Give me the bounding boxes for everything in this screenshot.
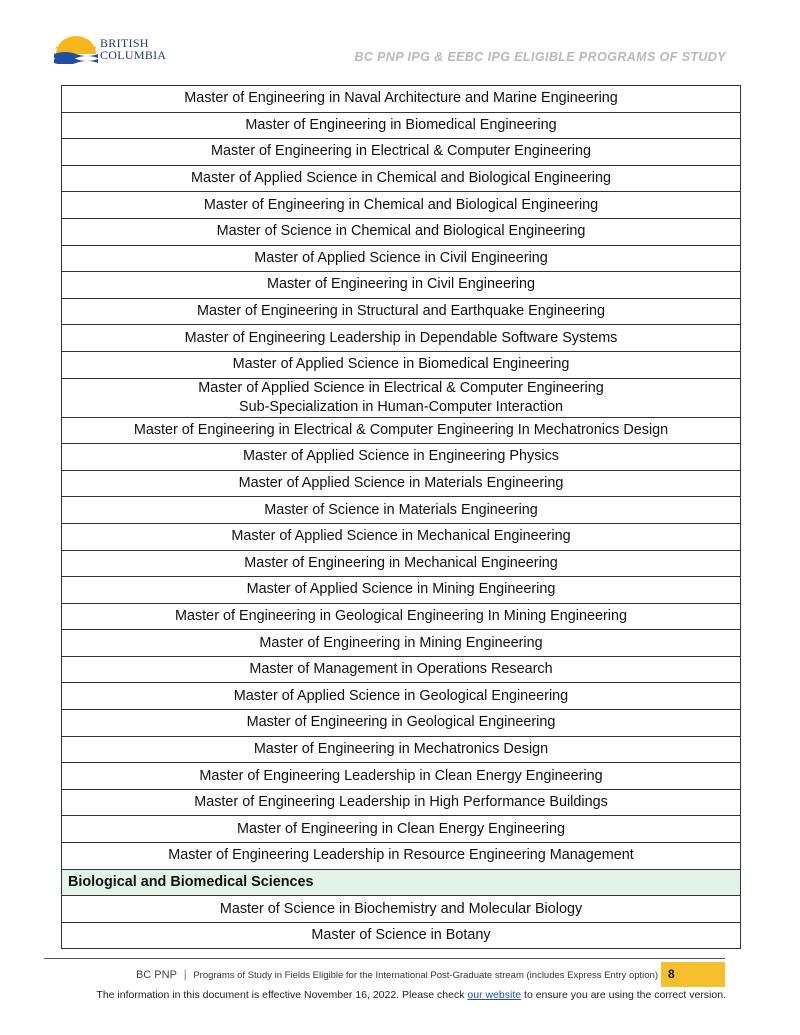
table-row (62, 577, 741, 604)
notice-text-before: The information in this document is effective November 16, 2022. Please check (96, 989, 465, 1001)
table-row (62, 192, 741, 219)
table-row (62, 896, 741, 923)
page-number-badge: 8 (661, 962, 725, 987)
program-cell: Master of Engineering in Naval Architecture and Marine Engineering (62, 86, 741, 113)
program-cell: Master of Engineering in Geological Engineering (62, 710, 741, 737)
program-cell: Master of Applied Science in Civil Engineering (62, 245, 741, 272)
program-cell: Master of Engineering in Chemical and Biological Engineering (62, 192, 741, 219)
table-row (62, 165, 741, 192)
table-row (62, 710, 741, 737)
table-row (62, 470, 741, 497)
program-cell: Master of Applied Science in Mining Engineering (62, 577, 741, 604)
program-cell: Master of Applied Science in Chemical and Biological Engineering (62, 165, 741, 192)
program-cell: Master of Applied Science in Biomedical Engineering (62, 351, 741, 378)
table-row (62, 603, 741, 630)
table-row (62, 630, 741, 657)
footer-divider (44, 958, 725, 959)
table-row (62, 112, 741, 139)
table-row (62, 550, 741, 577)
footer-description-line (0, 967, 658, 981)
page-header (0, 0, 800, 80)
program-cell-two-line (62, 378, 741, 417)
program-cell: Master of Science in Materials Engineering (62, 497, 741, 524)
footer-brand: BC PNP (135, 969, 177, 981)
table-row (62, 763, 741, 790)
program-line-2: Sub-Specialization in Human-Computer Interaction (239, 398, 563, 415)
table-row (62, 86, 741, 113)
logo-line-1: BRITISH (100, 36, 149, 50)
program-cell: Master of Engineering in Mining Engineering (62, 630, 741, 657)
table-row (62, 497, 741, 524)
table-row (62, 656, 741, 683)
table-row (62, 378, 741, 417)
program-cell: Master of Engineering in Mechatronics Design (62, 736, 741, 763)
notice-text-after: to ensure you are using the correct version. (524, 989, 726, 1001)
table-row (62, 325, 741, 352)
program-cell: Master of Applied Science in Engineering Physics (62, 444, 741, 471)
program-cell: Master of Engineering Leadership in Resource Engineering Management (62, 843, 741, 870)
document-title: BC PNP IPG & EEBC IPG ELIGIBLE PROGRAMS OF STUDY (354, 50, 726, 64)
program-cell: Master of Science in Biochemistry and Molecular Biology (62, 896, 741, 923)
table-row (62, 351, 741, 378)
footer-notice (0, 989, 726, 1001)
program-cell: Master of Science in Botany (62, 922, 741, 949)
program-cell: Master of Engineering in Geological Engineering In Mining Engineering (62, 603, 741, 630)
program-cell: Master of Engineering in Civil Engineering (62, 272, 741, 299)
table-row (62, 245, 741, 272)
table-row (62, 298, 741, 325)
program-cell: Master of Engineering in Electrical & Computer Engineering (62, 139, 741, 166)
program-line-1: Master of Applied Science in Electrical & Computer Engineering (198, 379, 604, 396)
programs-table (61, 85, 741, 949)
website-link[interactable]: our website (467, 989, 522, 1001)
table-row (62, 736, 741, 763)
bc-logo (54, 32, 174, 66)
footer-separator: | (183, 967, 187, 981)
table-row (62, 444, 741, 471)
sun-logo-icon (54, 36, 98, 64)
program-cell: Master of Engineering in Electrical & Computer Engineering In Mechatronics Design (62, 417, 741, 444)
table-row (62, 816, 741, 843)
table-row (62, 139, 741, 166)
program-cell: Master of Applied Science in Materials Engineering (62, 470, 741, 497)
program-cell: Master of Engineering Leadership in High Performance Buildings (62, 789, 741, 816)
footer-description: Programs of Study in Fields Eligible for the International Post-Graduate stream (includes Express Entry option) (193, 970, 658, 981)
table-row (62, 843, 741, 870)
section-heading: Biological and Biomedical Sciences (62, 869, 741, 896)
program-cell: Master of Engineering Leadership in Clean Energy Engineering (62, 763, 741, 790)
table-row (62, 683, 741, 710)
program-cell: Master of Management in Operations Research (62, 656, 741, 683)
table-row (62, 922, 741, 949)
table-row (62, 272, 741, 299)
table-row (62, 523, 741, 550)
table-row (62, 218, 741, 245)
program-cell: Master of Engineering in Biomedical Engineering (62, 112, 741, 139)
program-cell: Master of Engineering Leadership in Dependable Software Systems (62, 325, 741, 352)
program-cell: Master of Engineering in Mechanical Engineering (62, 550, 741, 577)
logo-line-2: COLUMBIA (100, 48, 167, 62)
program-cell: Master of Applied Science in Geological Engineering (62, 683, 741, 710)
section-heading-row (62, 869, 741, 896)
program-cell: Master of Science in Chemical and Biological Engineering (62, 218, 741, 245)
table-row (62, 789, 741, 816)
program-cell: Master of Engineering in Clean Energy Engineering (62, 816, 741, 843)
program-cell: Master of Applied Science in Mechanical Engineering (62, 523, 741, 550)
logo-wordmark (100, 37, 166, 61)
program-cell: Master of Engineering in Structural and Earthquake Engineering (62, 298, 741, 325)
table-row (62, 417, 741, 444)
